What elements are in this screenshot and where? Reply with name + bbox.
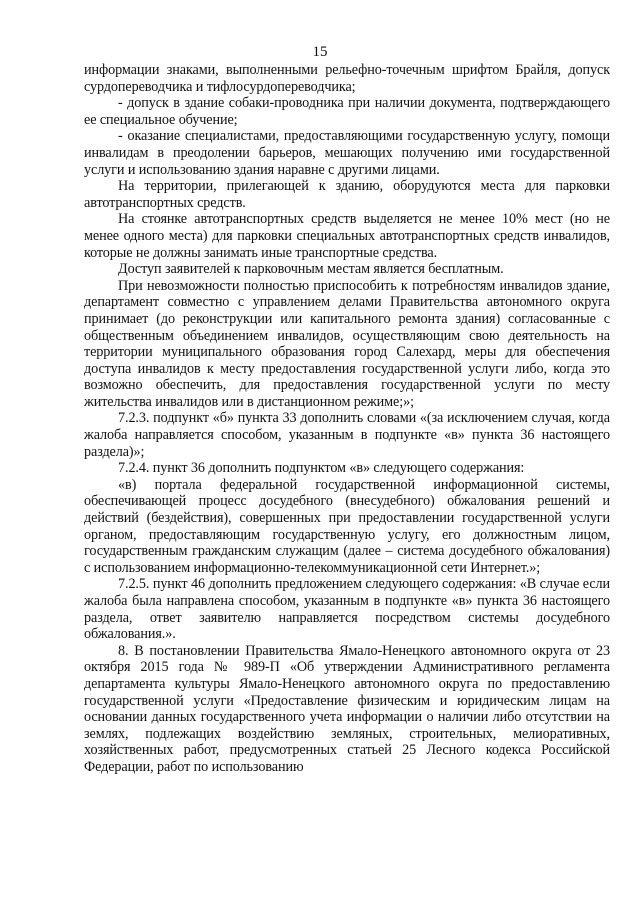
- paragraph-braille-continuation: информации знаками, выполненными рельефно-точечным шрифтом Брайля, допуск сурдопереводчика и тифлосурдопереводчика;: [84, 62, 610, 95]
- paragraph-parking-ten-percent: На стоянке автотранспортных средств выделяется не менее 10% мест (но не менее одного места) для парковки специальных автотранспортных средств инвалидов, которые не должны занимать иные транспортные средства.: [84, 211, 610, 261]
- paragraph-specialist-assistance: - оказание специалистами, предоставляющими государственную услугу, помощи инвалидам в преодолении барьеров, мешающих получению ими государственной услуги и использованию здания наравне с другими лицами.: [84, 128, 610, 178]
- paragraph-7-2-4: 7.2.4. пункт 36 дополнить подпунктом «в» следующего содержания:: [118, 460, 525, 477]
- paragraph-building-adaptation: При невозможности полностью приспособить к потребностям инвалидов здание, департамент совместно с управлением делами Правительства автономного округа принимает (до реконструкции или капитального ремонта здания) согласованные с общественным объединением инвалидов, осуществляющим свою деятельность на территории муниципального образования город Салехард, меры для обеспечения доступа инвалидов к месту предоставления государственной услуги либо, когда это возможно обеспечить, для предоставления государственной услуги по месту жительства инвалидов или в дистанционном режиме;»;: [84, 277, 610, 410]
- paragraph-portal-subpoint-v: «в) портала федеральной государственной информационной системы, обеспечивающей процесс досудебного (внесудебного) обжалования решений и действий (бездействия), совершенных при предоставлении государственной услуги органом, предоставляющим государственную услугу, его должностным лицом, государственным гражданским служащим (далее – система досудебного обжалования) с использованием информационно-телекоммуникационной сети Интернет.»;: [84, 476, 610, 576]
- paragraph-parking-territory: На территории, прилегающей к зданию, оборудуются места для парковки автотранспортных средств.: [84, 178, 610, 211]
- paragraph-item-8: 8. В постановлении Правительства Ямало-Ненецкого автономного округа от 23 октября 2015 года № 989-П «Об утверждении Административного регламента департамента культуры Ямало-Ненецкого автономного округа по предоставлению государственной услуги «Предоставление физическим и юридическим лицам на основании данных государственного учета информации о наличии либо отсутствии на землях, подлежащих воздействию земляных, строительных, мелиоративных, хозяйственных работ, предусмотренных статьей 25 Лесного кодекса Российской Федерации, работ по использованию: [84, 642, 610, 775]
- paragraph-parking-free: Доступ заявителей к парковочным местам является бесплатным.: [118, 261, 504, 278]
- paragraph-guide-dog: - допуск в здание собаки-проводника при наличии документа, подтверждающего ее специальное обучение;: [84, 95, 610, 128]
- page-number: 15: [312, 44, 328, 60]
- paragraph-7-2-5: 7.2.5. пункт 46 дополнить предложением следующего содержания: «В случае если жалоба была направлена способом, указанным в подпункте «в» пункта 36 настоящего раздела, ответ заявителю направляется посредством системы досудебного обжалования.».: [84, 576, 610, 643]
- paragraph-7-2-3: 7.2.3. подпункт «б» пункта 33 дополнить словами «(за исключением случая, когда жалоба направляется способом, указанным в подпункте «в» пункта 36 настоящего раздела)»;: [84, 410, 610, 460]
- document-body: [84, 62, 610, 776]
